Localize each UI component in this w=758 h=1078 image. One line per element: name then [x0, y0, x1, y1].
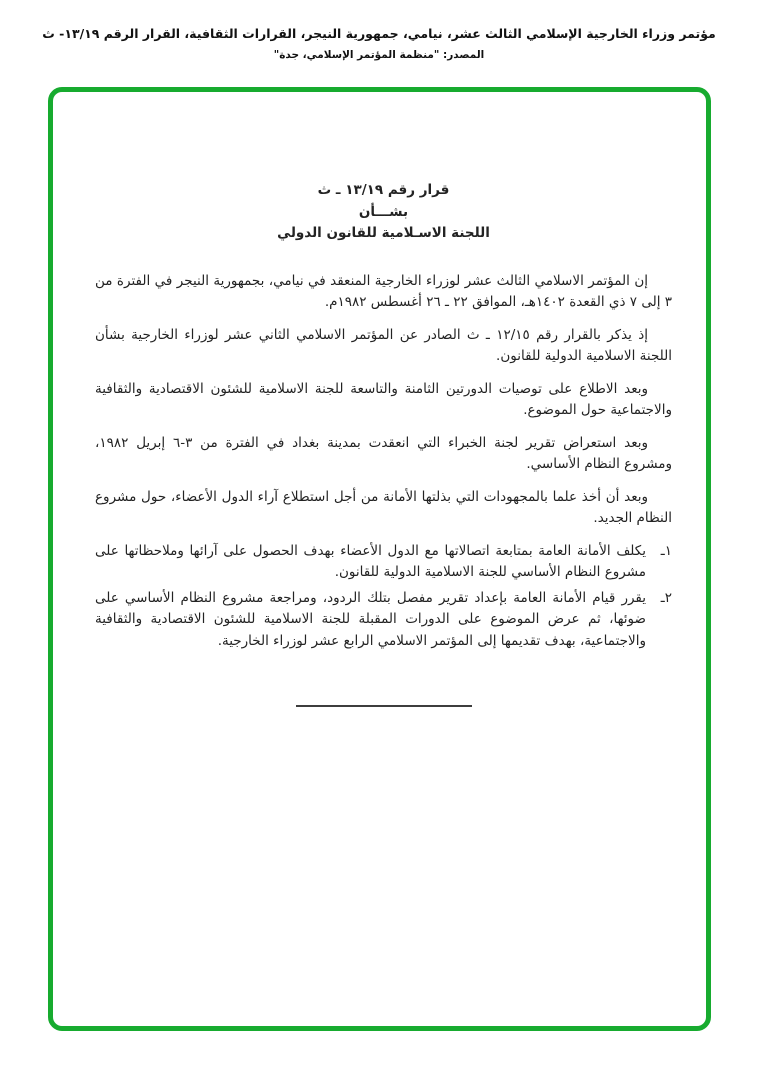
- resolution-title-block: [95, 180, 672, 245]
- header-citation-line: مؤتمر وزراء الخارجية الإسلامي الثالث عشر، نيامي، جمهورية النيجر، القرارات الثقافية، القرار الرقم ١٣/١٩- ث: [42, 26, 716, 41]
- list-item: [95, 541, 672, 584]
- list-item-text: يقرر قيام الأمانة العامة بإعداد تقرير مفصل بتلك الردود، ومراجعة مشروع النظام الأساسي على ضوئها، ثم عرض الموضوع على الدورات المقبلة للجنة الاسلامية للشئون الاقتصادية والثقافية والاجتماعية، بهدف تقديمها إلى المؤتمر الاسلامي الرابع عشر لوزراء الخارجية.: [95, 589, 646, 649]
- preamble-paragraph: إذ يذكر بالقرار رقم ١٢/١٥ ـ ث الصادر عن المؤتمر الاسلامي الثاني عشر لوزراء الخارجية بشأن اللجنة الاسلامية الدولية للقانون.: [95, 326, 672, 364]
- preamble-paragraph: وبعد أن أخذ علما بالمجهودات التي بذلتها الأمانة من أجل استطلاع آراء الدول الأعضاء، حول مشروع النظام الجديد.: [95, 488, 672, 526]
- resolution-document: [53, 92, 706, 707]
- list-item: [95, 588, 672, 653]
- resolution-regarding-line: بشـــأن: [358, 203, 409, 220]
- list-item-number: ٢ـ: [660, 589, 672, 606]
- list-item-text: يكلف الأمانة العامة بمتابعة اتصالاتها مع الدول الأعضاء بهدف الحصول على آرائها وملاحظاتها على مشروع النظام الأساسي للجنة الاسلامية الدولية للقانون.: [95, 542, 646, 580]
- operative-clauses-list: [95, 541, 672, 653]
- resolution-subject-line: اللجنة الاسـلامية للقانون الدولي: [277, 225, 490, 241]
- preamble-paragraph: وبعد استعراض تقرير لجنة الخبراء التي انعقدت بمدينة بغداد في الفترة من ٣-٦ إبريل ١٩٨٢، ومشروع النظام الأساسي.: [95, 434, 672, 472]
- resolution-number-line: قرار رقم ١٣/١٩ ـ ث: [317, 182, 450, 198]
- header-source-line: المصدر: "منظمة المؤتمر الإسلامي، جدة": [273, 49, 485, 61]
- signature-divider-line: [296, 705, 472, 707]
- list-item-number: ١ـ: [660, 542, 672, 559]
- document-header: [0, 26, 758, 61]
- preamble-paragraph: وبعد الاطلاع على توصيات الدورتين الثامنة والتاسعة للجنة الاسلامية للشئون الاقتصادية والثقافية والاجتماعية حول الموضوع.: [95, 380, 672, 418]
- preamble-paragraph: إن المؤتمر الاسلامي الثالث عشر لوزراء الخارجية المنعقد في نيامي، بجمهورية النيجر في الفترة من ٣ إلى ٧ ذي القعدة ١٤٠٢هـ، الموافق ٢٢ ـ ٢٦ أغسطس ١٩٨٢م.: [95, 272, 672, 310]
- scanned-page-frame: [48, 87, 711, 1031]
